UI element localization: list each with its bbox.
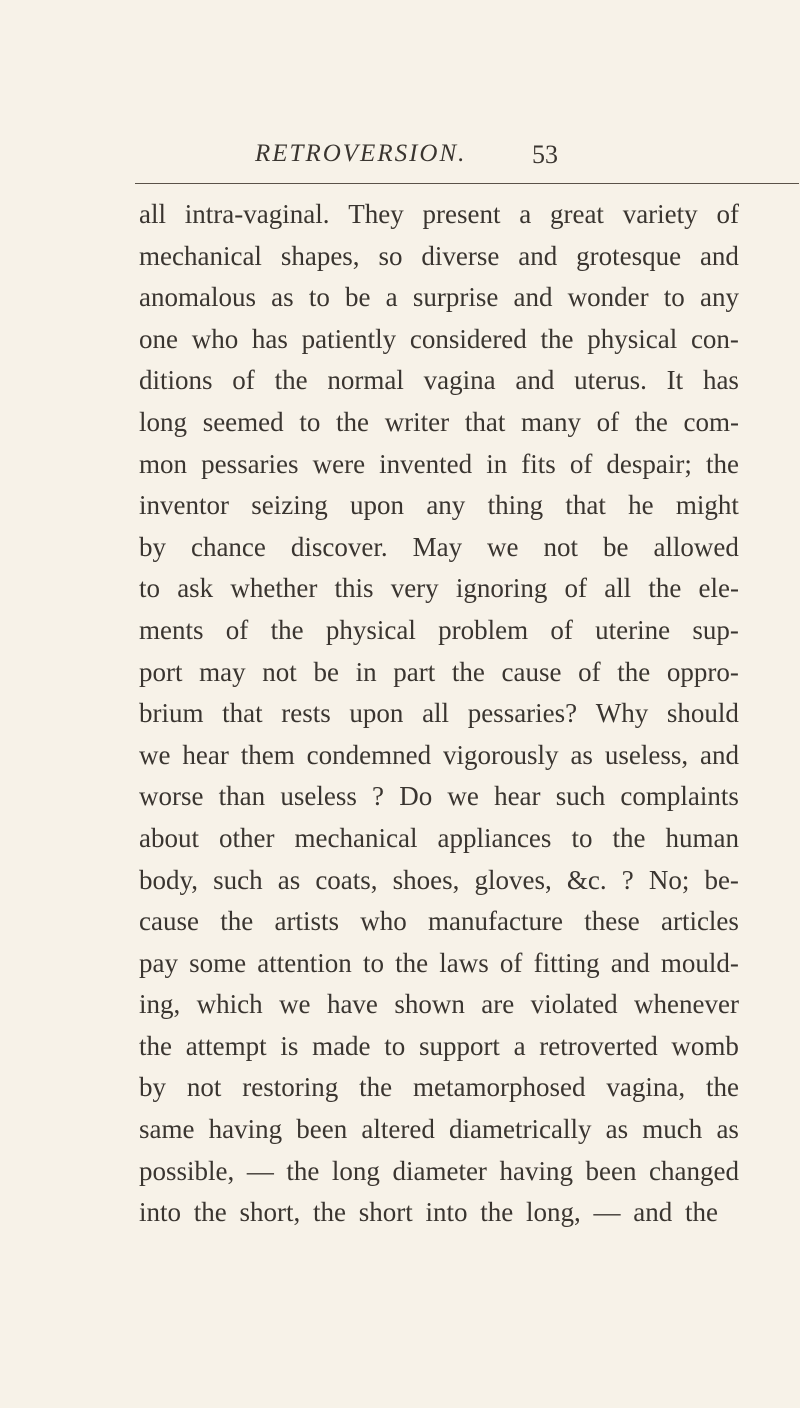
word: about xyxy=(139,822,199,853)
word: might xyxy=(675,490,739,521)
word: of xyxy=(564,573,588,604)
word: very xyxy=(390,573,439,604)
word: are xyxy=(481,989,515,1020)
word: them xyxy=(240,739,295,770)
word: the xyxy=(220,906,254,937)
word: present xyxy=(422,199,501,229)
word: restoring xyxy=(242,1072,339,1103)
word: we xyxy=(487,531,519,562)
word: altered xyxy=(361,1114,435,1145)
word: these xyxy=(584,906,640,937)
word: such xyxy=(555,781,606,812)
word: the xyxy=(359,1072,393,1103)
word: were xyxy=(312,448,366,479)
word: invented xyxy=(379,448,473,479)
text-line xyxy=(139,1026,739,1068)
word: shapes, xyxy=(280,240,360,271)
word: that xyxy=(565,490,606,521)
word: of xyxy=(569,448,593,479)
word: pay xyxy=(139,947,178,978)
word: as xyxy=(570,739,593,770)
word: the xyxy=(540,323,574,354)
word: seemed xyxy=(202,406,284,437)
word: gloves, xyxy=(474,864,552,895)
word: and xyxy=(700,739,739,770)
word: despair; xyxy=(606,448,692,479)
word: coats, xyxy=(315,864,378,895)
word: useless, xyxy=(604,739,689,770)
word: be- xyxy=(704,864,739,895)
word: appliances xyxy=(437,822,552,853)
word: hear xyxy=(494,781,541,812)
word: vigorously xyxy=(443,739,559,770)
word: is xyxy=(280,1030,299,1061)
word: the xyxy=(705,1072,739,1103)
word: of xyxy=(596,406,620,437)
word: Why xyxy=(595,698,649,729)
word: pessaries xyxy=(201,448,299,479)
word: and xyxy=(699,240,739,271)
word: to xyxy=(384,1030,406,1061)
word: has xyxy=(702,365,739,396)
word: be xyxy=(602,531,629,562)
word: human xyxy=(665,822,739,853)
word: sup- xyxy=(692,614,739,645)
word: the xyxy=(451,656,485,687)
word: he xyxy=(628,490,654,521)
text-line xyxy=(139,527,739,569)
word: has xyxy=(251,323,288,354)
word: a xyxy=(385,282,398,313)
word: to xyxy=(139,573,161,604)
text-line xyxy=(139,693,739,735)
word: long xyxy=(331,1155,380,1186)
word: all xyxy=(139,199,166,229)
word: to xyxy=(663,282,685,313)
word: fitting xyxy=(533,947,600,978)
word: rests xyxy=(281,698,331,729)
word: the xyxy=(705,448,739,479)
text-line xyxy=(139,1109,739,1151)
word: may xyxy=(199,656,246,687)
word: the xyxy=(286,1155,320,1186)
word: mechanical xyxy=(294,822,418,853)
word: ditions xyxy=(139,365,213,396)
word: made xyxy=(312,1030,371,1061)
word: great xyxy=(549,199,604,229)
text-line xyxy=(139,860,739,902)
text-line xyxy=(139,236,739,278)
word: grotesque xyxy=(576,240,682,271)
word: physical xyxy=(325,614,416,645)
word: and xyxy=(610,947,650,978)
word: the xyxy=(634,406,668,437)
word: such xyxy=(213,864,263,895)
word: uterus. xyxy=(574,365,647,396)
word: many xyxy=(521,406,581,437)
word: diverse xyxy=(421,240,500,271)
word: in xyxy=(355,656,377,687)
word: we xyxy=(447,781,479,812)
word: the xyxy=(617,656,651,687)
word: attention xyxy=(257,947,352,978)
word: as xyxy=(271,282,294,313)
word: laws xyxy=(439,947,489,978)
word: all xyxy=(604,573,632,604)
word: the xyxy=(139,1030,172,1061)
text-line xyxy=(139,194,739,236)
word: artists xyxy=(274,906,339,937)
word: allowed xyxy=(653,531,739,562)
word: brium xyxy=(139,698,204,729)
word: retroverted xyxy=(539,1030,658,1061)
word: variety xyxy=(622,199,698,229)
word: womb xyxy=(671,1030,739,1061)
word: any xyxy=(699,282,739,313)
word: the xyxy=(395,947,429,978)
word: that xyxy=(464,406,506,437)
word: uterine xyxy=(595,614,671,645)
word: to xyxy=(308,282,330,313)
word: diametrically xyxy=(449,1114,592,1145)
word: all xyxy=(422,698,450,729)
word: should xyxy=(666,698,739,729)
text-line xyxy=(139,943,739,985)
word: cause xyxy=(139,906,199,937)
word: be xyxy=(345,282,371,313)
text-line xyxy=(139,735,739,777)
word: by xyxy=(139,1072,166,1103)
text-line xyxy=(139,1151,739,1193)
word: the xyxy=(648,573,682,604)
text-line: into the short, the short into the long, — and the xyxy=(139,1197,718,1228)
word: whether xyxy=(230,573,318,604)
word: changed xyxy=(649,1155,739,1186)
word: articles xyxy=(660,906,739,937)
word: intra-vaginal. xyxy=(184,199,330,229)
word: of xyxy=(716,199,739,229)
word: much xyxy=(642,1114,703,1145)
word: as xyxy=(277,864,301,895)
word: No; xyxy=(648,864,690,895)
word: the xyxy=(270,614,304,645)
word: not xyxy=(186,1072,222,1103)
word: thing xyxy=(487,490,544,521)
word: who xyxy=(360,906,407,937)
word: vagina xyxy=(423,365,496,396)
word: pessaries? xyxy=(467,698,578,729)
word: this xyxy=(334,573,374,604)
word: that xyxy=(222,698,263,729)
word: chance xyxy=(190,531,266,562)
word: patiently xyxy=(301,323,397,354)
word: surprise xyxy=(412,282,499,313)
word: and xyxy=(513,282,553,313)
word: the xyxy=(274,365,308,396)
word: con- xyxy=(690,323,739,354)
text-line xyxy=(139,444,739,486)
word: as xyxy=(716,1114,739,1145)
word: support xyxy=(418,1030,500,1061)
word: having xyxy=(208,1114,283,1145)
word: any xyxy=(426,490,466,521)
word: ask xyxy=(177,573,214,604)
word: been xyxy=(296,1114,348,1145)
word: ignoring xyxy=(455,573,548,604)
word: shown xyxy=(394,989,465,1020)
word: not xyxy=(543,531,579,562)
word: so xyxy=(378,240,403,271)
word: we xyxy=(279,989,311,1020)
word: of xyxy=(550,614,573,645)
word: condemned xyxy=(306,739,432,770)
word: and xyxy=(515,365,555,396)
word: writer xyxy=(384,406,450,437)
running-title: RETROVERSION. xyxy=(255,140,467,167)
word: seizing xyxy=(251,490,328,521)
word: anomalous xyxy=(139,282,256,313)
word: They xyxy=(348,199,404,229)
word: complaints xyxy=(620,781,739,812)
word: to xyxy=(571,822,593,853)
word: ? xyxy=(621,864,634,895)
word: considered xyxy=(409,323,527,354)
word: metamorphosed xyxy=(413,1072,586,1103)
word: who xyxy=(191,323,239,354)
body-text xyxy=(139,194,739,1234)
word: of xyxy=(578,656,601,687)
word: have xyxy=(326,989,378,1020)
word: ? xyxy=(372,781,385,812)
word: inventor xyxy=(139,490,229,521)
word: upon xyxy=(349,698,404,729)
word: to xyxy=(299,406,321,437)
word: one xyxy=(139,323,178,354)
word: mould- xyxy=(660,947,739,978)
word: &c. xyxy=(566,864,607,895)
header-rule xyxy=(135,183,799,184)
text-line xyxy=(139,901,739,943)
word: — xyxy=(246,1155,274,1186)
word: other xyxy=(219,822,275,853)
word: port xyxy=(139,656,183,687)
text-line xyxy=(139,277,739,319)
word: upon xyxy=(350,490,405,521)
word: shoes, xyxy=(392,864,460,895)
word: cause xyxy=(501,656,562,687)
text-line xyxy=(139,1067,739,1109)
word: to xyxy=(362,947,384,978)
word: the xyxy=(612,822,646,853)
word: as xyxy=(605,1114,629,1145)
text-line xyxy=(139,319,739,361)
word: wonder xyxy=(567,282,649,313)
word: which xyxy=(196,989,263,1020)
word: It xyxy=(666,365,684,396)
page-header xyxy=(0,140,800,180)
word: long xyxy=(139,406,188,437)
text-line xyxy=(139,652,739,694)
word: normal xyxy=(327,365,404,396)
word: a xyxy=(513,1030,526,1061)
word: having xyxy=(499,1155,573,1186)
word: same xyxy=(139,1114,195,1145)
word: possible, xyxy=(139,1155,235,1186)
word: some xyxy=(189,947,247,978)
word: not xyxy=(262,656,297,687)
word: attempt xyxy=(185,1030,267,1061)
word: ele- xyxy=(698,573,739,604)
word: mechanical xyxy=(139,240,262,271)
word: body, xyxy=(139,864,198,895)
text-line xyxy=(139,402,739,444)
text-line xyxy=(139,776,739,818)
word: of xyxy=(232,365,255,396)
word: hear xyxy=(182,739,229,770)
word: worse xyxy=(139,781,204,812)
text-line xyxy=(139,360,739,402)
word: manufacture xyxy=(428,906,563,937)
text-line xyxy=(139,568,739,610)
text-line xyxy=(139,984,739,1026)
word: physical xyxy=(587,323,678,354)
text-line xyxy=(139,485,739,527)
word: part xyxy=(393,656,436,687)
word: than xyxy=(218,781,266,812)
word: May xyxy=(412,531,463,562)
word: com- xyxy=(683,406,739,437)
word: discover. xyxy=(290,531,388,562)
word: problem xyxy=(438,614,529,645)
word: the xyxy=(336,406,370,437)
word: of xyxy=(225,614,249,645)
page-number: 53 xyxy=(532,140,558,169)
word: a xyxy=(519,199,532,229)
word: we xyxy=(139,739,171,770)
word: of xyxy=(499,947,523,978)
word: been xyxy=(585,1155,637,1186)
word: diameter xyxy=(392,1155,487,1186)
word: ments xyxy=(139,614,204,645)
word: violated xyxy=(530,989,618,1020)
word: fits xyxy=(521,448,556,479)
word: oppro- xyxy=(666,656,739,687)
word: by xyxy=(139,531,166,562)
word: vagina, xyxy=(606,1072,686,1103)
text-line xyxy=(139,818,739,860)
word: Do xyxy=(399,781,433,812)
word: useless xyxy=(280,781,357,812)
word: and xyxy=(518,240,558,271)
word: whenever xyxy=(634,989,739,1020)
word: be xyxy=(313,656,339,687)
word: in xyxy=(486,448,508,479)
text-line xyxy=(139,610,739,652)
word: ing, xyxy=(139,989,181,1020)
word: mon xyxy=(139,448,188,479)
